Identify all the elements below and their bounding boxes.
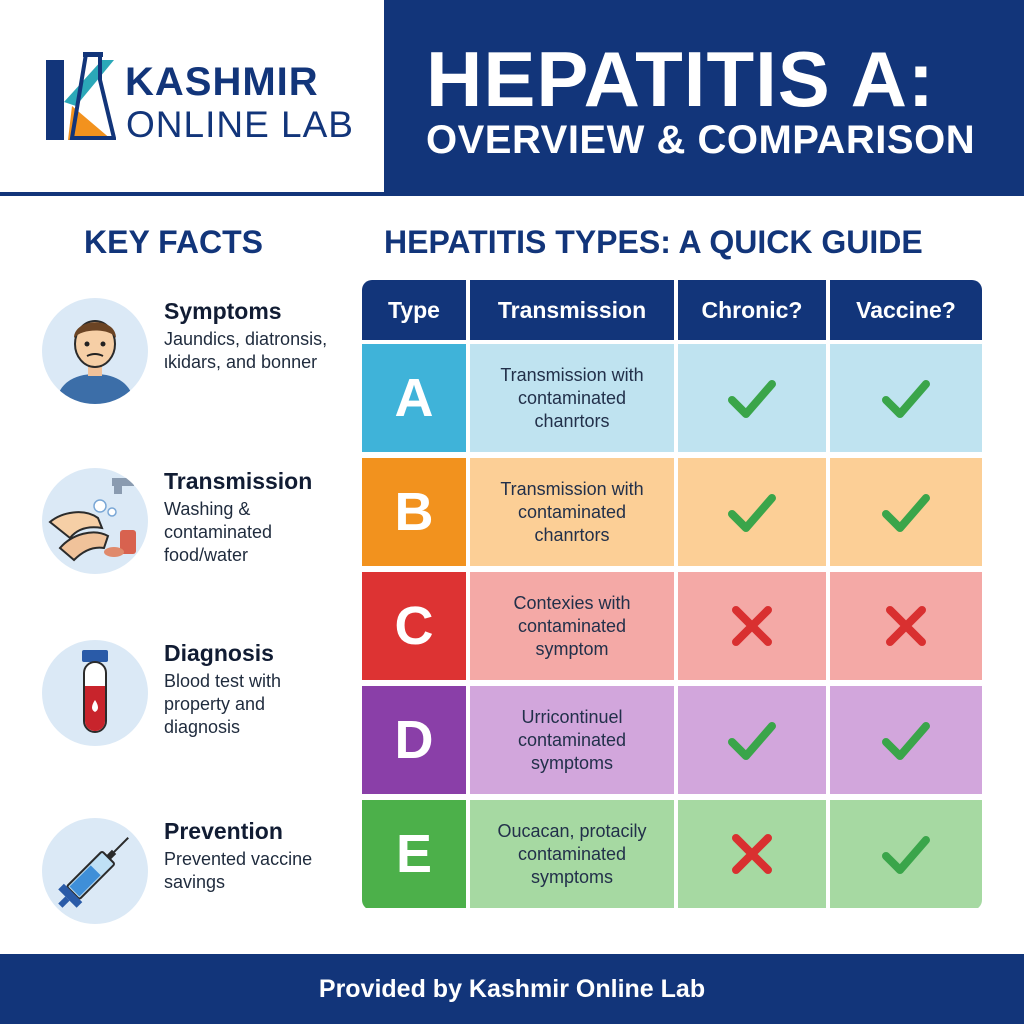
fact-title: Transmission <box>164 468 313 494</box>
blood-tube-icon <box>42 640 148 746</box>
table-row <box>362 344 982 452</box>
vaccine-check-icon <box>830 686 982 794</box>
fact-prevention <box>40 818 340 948</box>
vaccine-check-icon <box>830 458 982 566</box>
column-header-type: Type <box>362 280 466 340</box>
table-row <box>362 458 982 566</box>
page-title: HEPATITIS A: <box>426 35 935 123</box>
transmission-cell: Transmission with contaminated chanrtors <box>470 344 674 452</box>
fact-text: Washing & contaminated food/water <box>164 499 273 565</box>
chronic-cross-icon <box>678 572 826 680</box>
type-cell: E <box>362 800 466 908</box>
hepatitis-types-table <box>362 280 982 910</box>
logo-name: KASHMIR <box>125 60 319 104</box>
fact-text: Prevented vaccine savings <box>164 849 313 892</box>
fact-text: Blood test with property and diagnosis <box>164 671 282 737</box>
fact-title: Symptoms <box>164 298 282 324</box>
logo-area <box>0 0 384 192</box>
table-row <box>362 686 982 794</box>
guide-heading: HEPATITIS TYPES: A QUICK GUIDE <box>384 224 923 260</box>
header-banner <box>0 0 1024 196</box>
chronic-check-icon <box>678 458 826 566</box>
fact-symptoms <box>40 298 340 428</box>
vaccine-cross-icon <box>830 572 982 680</box>
fact-title: Diagnosis <box>164 640 274 666</box>
type-cell: D <box>362 686 466 794</box>
syringe-icon <box>42 818 148 924</box>
transmission-cell: Oucacan, protacily contaminated symptoms <box>470 800 674 908</box>
table-header <box>362 280 982 340</box>
chronic-cross-icon <box>678 800 826 908</box>
fact-text: Jaundics, diatronsis, ιkidars, and bonner <box>164 329 328 372</box>
type-cell: A <box>362 344 466 452</box>
flask-logo-icon <box>42 50 116 142</box>
transmission-cell: Urricontinuel contaminated symptoms <box>470 686 674 794</box>
vaccine-check-icon <box>830 344 982 452</box>
chronic-check-icon <box>678 686 826 794</box>
transmission-cell: Contexies with contaminated symptom <box>470 572 674 680</box>
table-row <box>362 572 982 680</box>
hand-washing-icon <box>42 468 148 574</box>
transmission-cell: Transmission with contaminated chanrtors <box>470 458 674 566</box>
logo-subname: ONLINE LAB <box>126 104 354 145</box>
fact-diagnosis <box>40 640 340 770</box>
table-row <box>362 800 982 908</box>
person-sick-icon <box>42 298 148 404</box>
key-facts-heading: KEY FACTS <box>84 224 263 260</box>
column-header-transmission: Transmission <box>470 280 674 340</box>
vaccine-check-icon <box>830 800 982 908</box>
page-subtitle: OVERVIEW & COMPARISON <box>426 118 976 162</box>
type-cell: C <box>362 572 466 680</box>
fact-transmission <box>40 468 340 598</box>
column-header-chronic: Chronic? <box>678 280 826 340</box>
fact-title: Prevention <box>164 818 283 844</box>
type-cell: B <box>362 458 466 566</box>
footer-banner <box>0 954 1024 1024</box>
footer-credit: Provided by Kashmir Online Lab <box>318 974 706 1003</box>
chronic-check-icon <box>678 344 826 452</box>
column-header-vaccine: Vaccine? <box>830 280 982 340</box>
